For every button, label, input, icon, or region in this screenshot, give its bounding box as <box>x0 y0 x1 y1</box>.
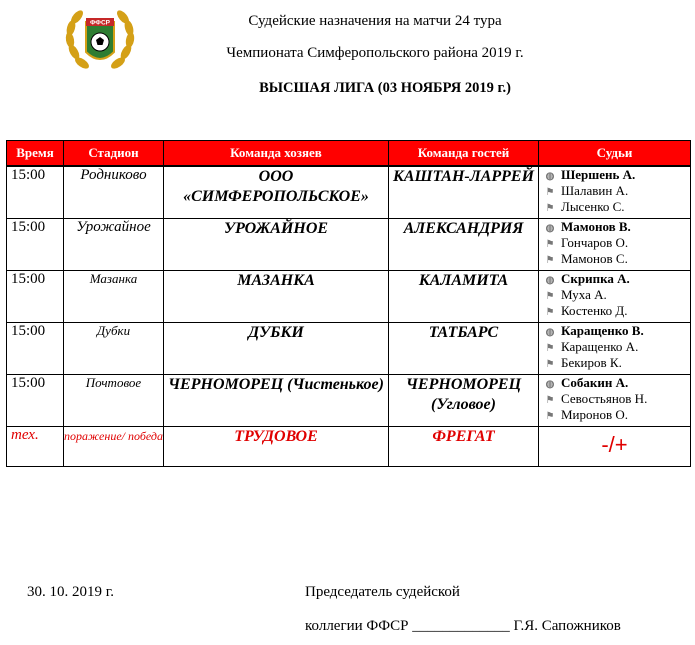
tech-home: ТРУДОВОЕ <box>164 426 389 466</box>
match-stadium: Почтовое <box>64 374 164 426</box>
table-row <box>7 322 691 374</box>
match-stadium: Родниково <box>64 166 164 218</box>
referee-item <box>539 271 690 287</box>
flag-icon: ⚑ <box>545 187 555 198</box>
home-team: ДУБКИ <box>164 322 389 374</box>
home-team: УРОЖАЙНОЕ <box>164 218 389 270</box>
referee-name: Лысенко С. <box>561 199 625 214</box>
match-time: 15:00 <box>7 322 64 374</box>
flag-icon: ⚑ <box>545 306 555 318</box>
away-team: КАЛАМИТА <box>389 270 539 322</box>
whistle-icon: ◍ <box>545 171 555 182</box>
col-home: Команда хозяев <box>164 141 389 167</box>
referee-item <box>539 183 690 199</box>
table-row <box>7 218 691 270</box>
referee-name: Миронов О. <box>561 406 628 422</box>
flag-icon: ⚑ <box>545 254 555 266</box>
flag-icon: ⚑ <box>545 238 555 250</box>
flag-icon: ⚑ <box>545 342 555 354</box>
away-team: ТАТБАРС <box>389 322 539 374</box>
title-line-1: Судейские назначения на матчи 24 тура <box>248 13 502 29</box>
referee-item <box>539 167 690 183</box>
whistle-icon: ◍ <box>545 378 555 390</box>
referee-item <box>539 199 690 215</box>
referee-name: Костенко Д. <box>561 302 628 318</box>
tech-result: -/+ <box>539 426 691 466</box>
tech-desc: поражение/ победа <box>64 426 164 466</box>
referee-item <box>539 355 690 371</box>
away-team: АЛЕКСАНДРИЯ <box>389 218 539 270</box>
referee-name: Гончаров О. <box>561 234 629 250</box>
home-team: МАЗАНКА <box>164 270 389 322</box>
tech-label: тех. <box>7 426 64 466</box>
whistle-icon: ◍ <box>545 326 555 338</box>
referees <box>539 218 691 270</box>
referee-item <box>539 391 690 407</box>
referee-name: Бекиров К. <box>561 354 622 370</box>
match-stadium: Дубки <box>64 322 164 374</box>
referees <box>539 270 691 322</box>
whistle-icon: ◍ <box>545 222 555 234</box>
referee-name: Шалавин А. <box>561 183 629 198</box>
referee-item <box>539 375 690 391</box>
flag-icon: ⚑ <box>545 410 555 422</box>
match-time: 15:00 <box>7 218 64 270</box>
table-header-row <box>7 141 691 167</box>
referee-item <box>539 287 690 303</box>
referee-name: Скрипка А. <box>561 270 630 286</box>
referee-name: Мамонов В. <box>561 218 631 234</box>
away-team: КАШТАН-ЛАРРЕЙ <box>389 166 539 218</box>
flag-icon: ⚑ <box>545 358 555 370</box>
ffsr-logo <box>60 2 140 82</box>
col-stadium: Стадион <box>64 141 164 167</box>
referee-name: Собакин А. <box>561 374 629 390</box>
tech-result-row <box>7 426 691 466</box>
flag-icon: ⚑ <box>545 290 555 302</box>
signature-line-2: коллегии ФФСР _____________ Г.Я. Сапожников <box>305 618 621 634</box>
col-time: Время <box>7 141 64 167</box>
table-row <box>7 270 691 322</box>
signature-line-1: Председатель судейской <box>305 584 460 600</box>
referee-name: Шершень А. <box>561 167 636 182</box>
away-team: ЧЕРНОМОРЕЦ (Угловое) <box>389 374 539 426</box>
referee-name: Каращенко А. <box>561 338 639 354</box>
match-time: 15:00 <box>7 166 64 218</box>
col-referees: Судьи <box>539 141 691 167</box>
referees <box>539 374 691 426</box>
footer-date: 30. 10. 2019 г. <box>27 584 114 600</box>
title-line-2: Чемпионата Симферопольского района 2019 г. <box>226 45 524 61</box>
schedule-table <box>6 140 691 467</box>
referee-name: Севостьянов Н. <box>561 390 648 406</box>
referees <box>539 322 691 374</box>
referee-item <box>539 219 690 235</box>
referee-item <box>539 303 690 319</box>
match-stadium: Урожайное <box>64 218 164 270</box>
referee-item <box>539 323 690 339</box>
table-row <box>7 166 691 218</box>
home-team: ЧЕРНОМОРЕЦ (Чистенькое) <box>164 374 389 426</box>
referee-item <box>539 339 690 355</box>
referee-item <box>539 235 690 251</box>
col-away: Команда гостей <box>389 141 539 167</box>
match-stadium: Мазанка <box>64 270 164 322</box>
table-row <box>7 374 691 426</box>
match-time: 15:00 <box>7 270 64 322</box>
logo-text: ФФСР <box>89 19 111 27</box>
flag-icon: ⚑ <box>545 203 555 214</box>
referees <box>539 166 691 218</box>
referee-name: Каращенко В. <box>561 322 644 338</box>
league-title: ВЫСШАЯ ЛИГА (03 НОЯБРЯ 2019 г.) <box>259 80 511 96</box>
referee-item <box>539 407 690 423</box>
flag-icon: ⚑ <box>545 394 555 406</box>
home-team: ООО «СИМФЕРОПОЛЬСКОЕ» <box>164 166 389 218</box>
referee-item <box>539 251 690 267</box>
match-time: 15:00 <box>7 374 64 426</box>
referee-name: Муха А. <box>561 286 607 302</box>
referee-name: Мамонов С. <box>561 250 628 266</box>
whistle-icon: ◍ <box>545 274 555 286</box>
tech-away: ФРЕГАТ <box>389 426 539 466</box>
